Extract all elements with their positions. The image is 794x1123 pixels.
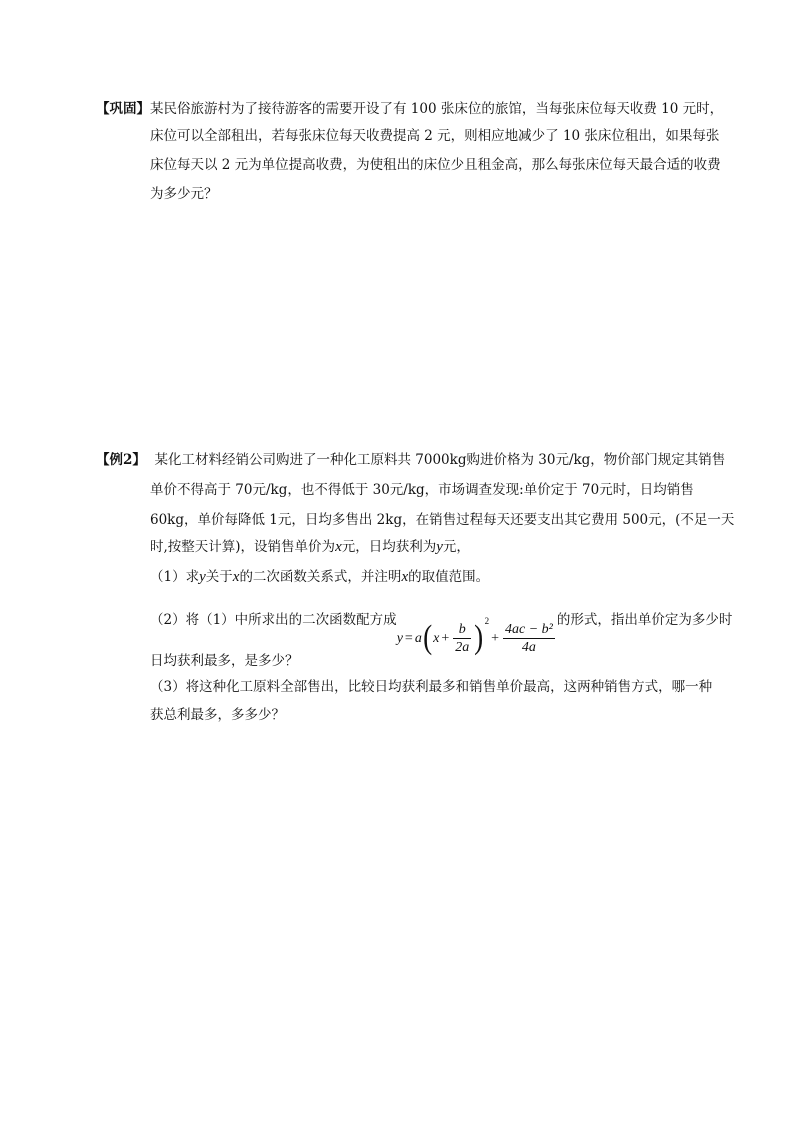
formula-exponent: 2 (484, 615, 490, 626)
formula-a: a (414, 630, 422, 646)
q1-part-b: 关于 (205, 569, 233, 585)
q1-part-d: 的取值范围。 (408, 569, 490, 585)
problem1-text-line4: 为多少元？ (150, 186, 218, 202)
question-3-line1: （3）将这种化工原料全部售出，比较日均获利最多和销售单价最高，这两种销售方式，哪一种 (150, 679, 713, 695)
fraction2-numerator: 4ac − b² (505, 621, 553, 637)
q1-part-c: 的二次函数关系式，并注明 (239, 569, 402, 585)
problem1-line1 (96, 99, 723, 119)
formula-y: y (396, 630, 403, 646)
fraction1-numerator: b (453, 621, 471, 639)
problem1-text-line1: 某民俗旅游村为了接待游客的需要开设了有 100 张床位的旅馆，当每张床位每天收费 10 元时， (150, 101, 724, 117)
problem2-line1 (96, 450, 725, 470)
line4-part-b: 元，日均获利为 (341, 539, 437, 555)
formula-plus-2: + (491, 630, 499, 646)
line4-part-c: 元， (442, 539, 470, 555)
problem1-text-line3: 床位每天以 2 元为单位提高收费，为使租出的床位少且租金高，那么每张床位每天最合适的收费 (150, 157, 721, 173)
fraction-b-over-2a (453, 621, 471, 656)
q1-part-a: （1）求 (150, 569, 200, 585)
q2-part-b: 的形式，指出单价定为多少时 (556, 612, 733, 628)
line4-part-a: 时,按整天计算)，设销售单价为 (150, 539, 336, 555)
left-paren: ( (422, 619, 433, 657)
fraction2-denominator: 4a (521, 639, 536, 655)
vertex-form-formula (396, 599, 557, 657)
formula-x: x (433, 630, 440, 646)
variable-y: y (436, 539, 443, 555)
problem2-text-line3: 60kg，单价每降低 1元，日均多售出 2kg，在销售过程每天还要支出其它费用 500元，(不足一天 (150, 512, 735, 528)
problem2-text-line1: 某化工材料经销公司购进了一种化工原料共 7000kg购进价格为 30元/kg，物价部门规定其销售 (154, 452, 726, 468)
q2-part-a: （2）将（1）中所求出的二次函数配方成 (150, 612, 397, 628)
problem2-tag: 【例2】 (96, 452, 146, 468)
fraction1-denominator: 2a (455, 639, 470, 655)
problem1-text-line2: 床位可以全部租出，若每张床位每天收费提高 2 元，则相应地减少了 10 张床位租出，如果每张 (150, 128, 720, 144)
fraction-discriminant (503, 621, 555, 656)
q1-var-x: x (232, 569, 240, 585)
q1-var-x2: x (401, 569, 409, 585)
q1-var-y: y (199, 569, 206, 585)
formula-equals: = (404, 630, 413, 646)
problem2-text-line4 (150, 537, 470, 557)
formula-plus-1: + (441, 630, 450, 646)
variable-x: x (335, 539, 342, 555)
problem2-text-line2: 单价不得高于 70元/kg，也不得低于 30元/kg，市场调查发现:单价定于 70元时，日均销售 (150, 482, 694, 498)
right-paren: ) (474, 619, 484, 657)
problem1-tag: 【巩固】 (96, 101, 150, 117)
question-2 (150, 598, 733, 657)
question-1 (150, 567, 489, 587)
question-3-line2: 获总利最多，多多少？ (150, 707, 285, 723)
question-2-continued: 日均获利最多，是多少？ (150, 653, 299, 669)
